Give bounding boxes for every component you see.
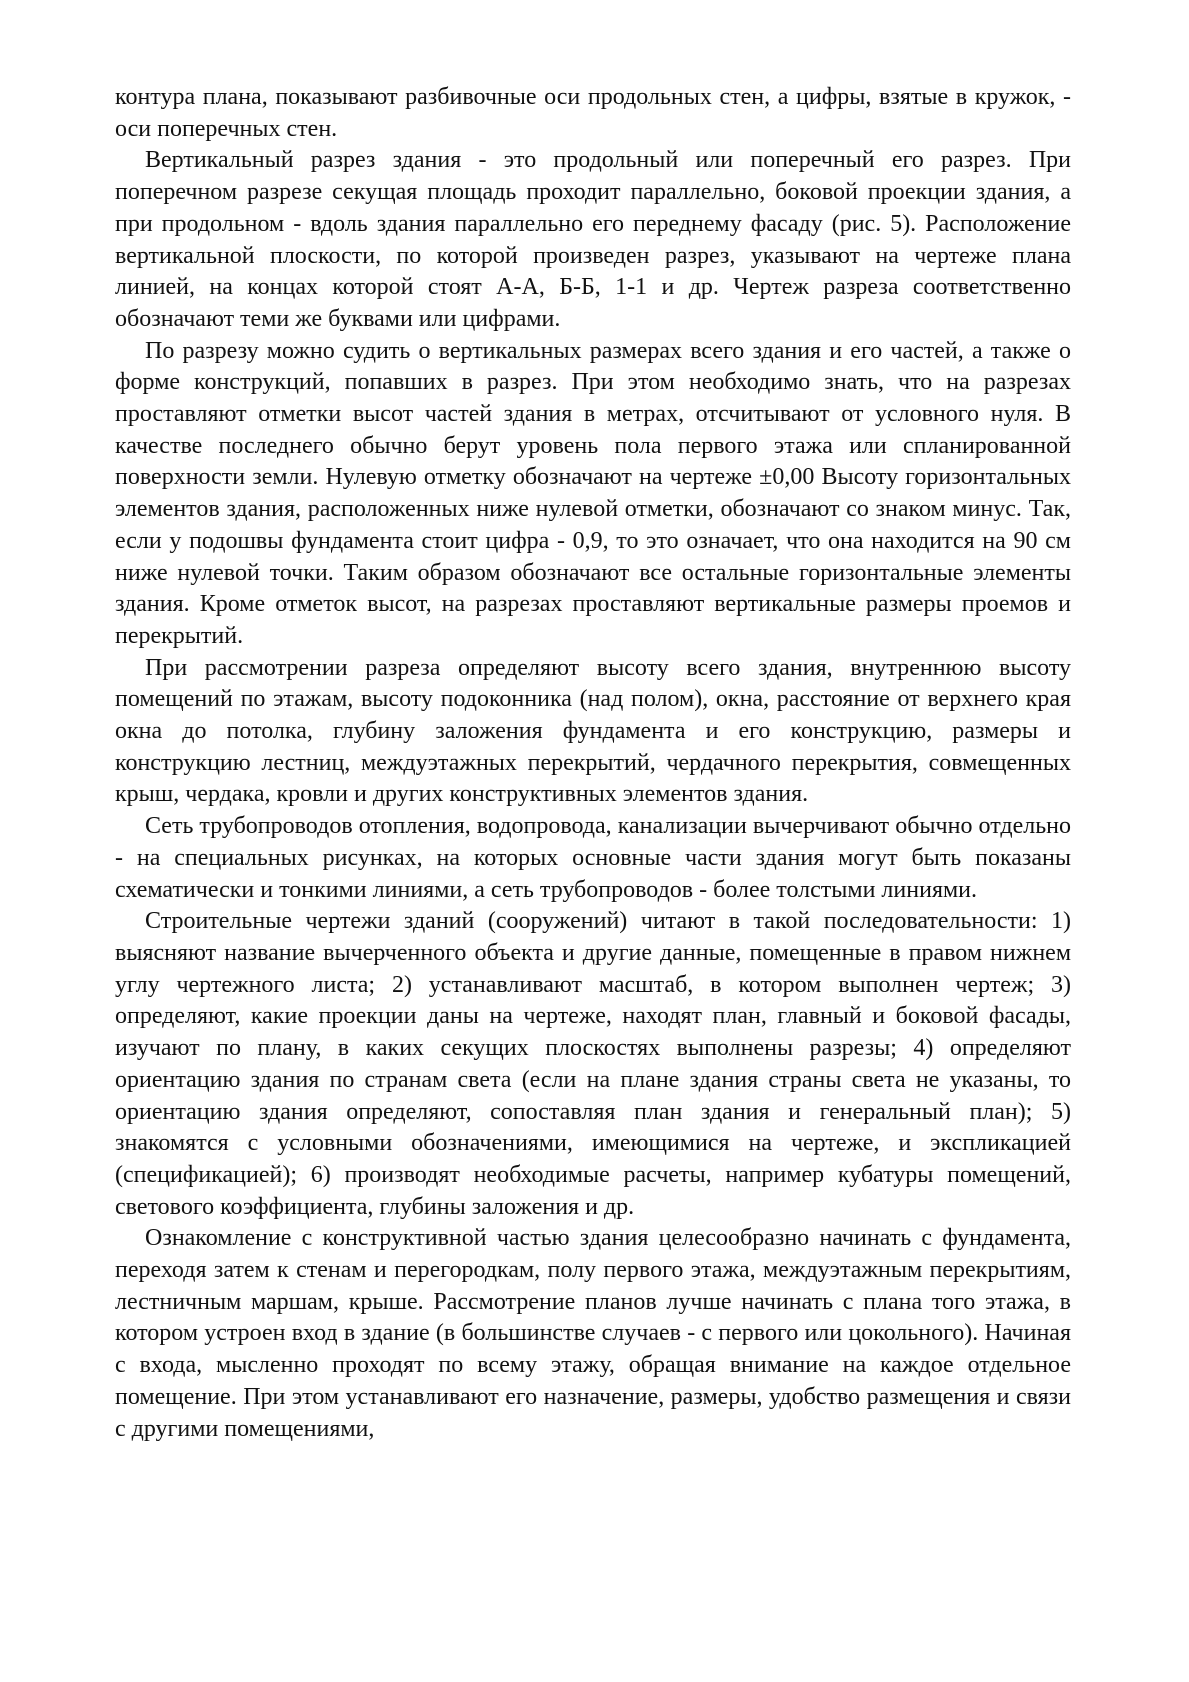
paragraph-section-review: При рассмотрении разреза определяют высоту всего здания, внутреннюю высоту помещений по этажам, высоту подоконника (над полом), окна, расстояние от верхнего края окна до потолка, глубину заложения фундамента и его конструкцию, размеры и конструкцию лестниц, междуэтажных перекрытий, чердачного перекрытия, совмещенных крыш, чердака, кровли и других конструктивных элементов здания. [115,654,1071,808]
paragraph-continuation: контура плана, показывают разбивочные оси продольных стен, а цифры, взятые в кружок, - оси поперечных стен. [115,84,1071,142]
paragraph-vertical-section: Вертикальный разрез здания - это продольный или поперечный его разрез. При поперечном разрезе секущая площадь проходит параллельно, боковой проекции здания, а при продольном - вдоль здания параллельно его переднему фасаду (рис. 5). Расположение вертикальной плоскости, по которой произведен разрез, указывают на чертеже плана линией, на концах которой стоят А-А, Б-Б, 1-1 и др. Чертеж разреза соответственно обозначают теми же буквами или цифрами. [115,147,1071,332]
paragraph-structural-review: Ознакомление с конструктивной частью здания целесообразно начинать с фундамента, переходя затем к стенам и перегородкам, полу первого этажа, междуэтажным перекрытиям, лестничным маршам, крыше. Рассмотрение планов лучше начинать с плана того этажа, в котором устроен вход в здание (в большинстве случаев - с первого или цокольного). Начиная с входа, мысленно проходят по всему этажу, обращая внимание на каждое отдельное помещение. При этом устанавливают его назначение, размеры, удобство размещения и связи с другими помещениями, [115,1225,1071,1442]
document-page [115,82,1071,1445]
paragraph-pipe-network: Сеть трубопроводов отопления, водопровода, канализации вычерчивают обычно отдельно - на специальных рисунках, на которых основные части здания могут быть показаны схематически и тонкими линиями, а сеть трубопроводов - более толстыми линиями. [115,813,1071,903]
paragraph-reading-order: Строительные чертежи зданий (сооружений) читают в такой последовательности: 1) выясняют название вычерченного объекта и другие данные, помещенные в правом нижнем углу чертежного листа; 2) устанавливают масштаб, в котором выполнен чертеж; 3) определяют, какие проекции даны на чертеже, находят план, главный и боковой фасады, изучают по плану, в каких секущих плоскостях выполнены разрезы; 4) определяют ориентацию здания по странам света (если на плане здания страны света не указаны, то ориентацию здания определяют, сопоставляя план здания и генеральный план); 5) знакомятся с условными обозначениями, имеющимися на чертеже, и экспликацией (спецификацией); 6) производят необходимые расчеты, например кубатуры помещений, светового коэффициента, глубины заложения и др. [115,908,1071,1220]
paragraph-section-dimensions: По разрезу можно судить о вертикальных размерах всего здания и его частей, а также о форме конструкций, попавших в разрез. При этом необходимо знать, что на разрезах проставляют отметки высот частей здания в метрах, отсчитывают от условного нуля. В качестве последнего обычно берут уровень пола первого этажа или спланированной поверхности земли. Нулевую отметку обозначают на чертеже ±0,00 Высоту горизонтальных элементов здания, расположенных ниже нулевой отметки, обозначают со знаком минус. Так, если у подошвы фундамента стоит цифра - 0,9, то это означает, что она находится на 90 см ниже нулевой точки. Таким образом обозначают все остальные горизонтальные элементы здания. Кроме отметок высот, на разрезах проставляют вертикальные размеры проемов и перекрытий. [115,337,1071,649]
